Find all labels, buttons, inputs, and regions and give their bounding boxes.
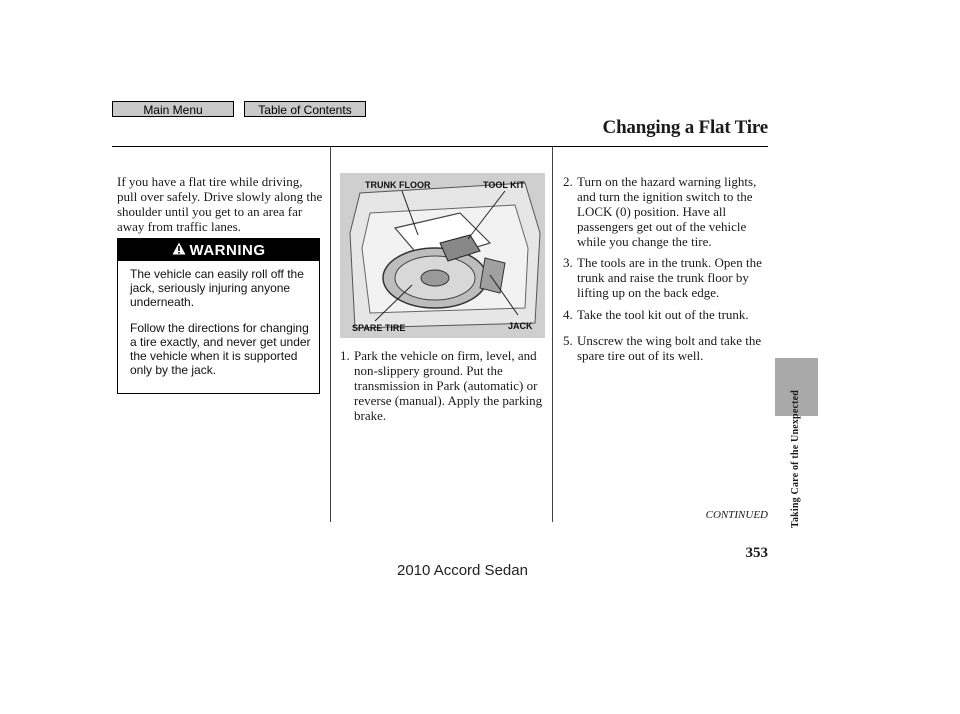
intro-paragraph: If you have a flat tire while driving, pull over safely. Drive slowly along the shoulder until you get to an area far away from traffic lanes. xyxy=(117,174,323,234)
step-2 xyxy=(563,174,773,249)
section-side-label: Taking Care of the Unexpected xyxy=(790,389,801,528)
step-5 xyxy=(563,333,773,363)
jack-label: JACK xyxy=(508,321,533,331)
warning-paragraph: Follow the directions for changing a tire exactly, and never get under the vehicle when it is supported only by the jack. xyxy=(130,321,311,377)
warning-header xyxy=(118,239,319,261)
step-text: The tools are in the trunk. Open the trunk and raise the trunk floor by lifting up on the back edge. xyxy=(577,255,762,300)
warning-paragraph: The vehicle can easily roll off the jack, seriously injuring anyone underneath. xyxy=(130,267,304,309)
step-text: Park the vehicle on firm, level, and non-slippery ground. Put the transmission in Park (automatic) or reverse (manual). Apply the parking brake. xyxy=(354,348,543,423)
trunk-diagram xyxy=(340,173,545,338)
trunk-illustration xyxy=(340,173,545,338)
warning-heading: WARNING xyxy=(189,241,266,259)
column-divider-2 xyxy=(552,147,553,522)
trunk-floor-label: TRUNK FLOOR xyxy=(365,180,431,190)
header-rule xyxy=(112,146,768,147)
step-text: Take the tool kit out of the trunk. xyxy=(577,307,749,322)
continued-label: CONTINUED xyxy=(705,509,768,521)
footer-model-label: 2010 Accord Sedan xyxy=(397,562,528,579)
spare-tire-label: SPARE TIRE xyxy=(352,323,406,333)
warning-body xyxy=(130,267,315,389)
step-number: 5. xyxy=(563,333,573,348)
step-number: 2. xyxy=(563,174,573,189)
warning-box xyxy=(117,238,320,394)
table-of-contents-button[interactable]: Table of Contents xyxy=(244,101,366,117)
step-4 xyxy=(563,307,773,322)
step-number: 4. xyxy=(563,307,573,322)
page-number: 353 xyxy=(745,545,768,561)
step-number: 1. xyxy=(340,348,350,363)
step-1 xyxy=(340,348,550,423)
warning-triangle-icon xyxy=(172,242,186,259)
page-title: Changing a Flat Tire xyxy=(602,117,768,138)
main-menu-button[interactable]: Main Menu xyxy=(112,101,234,117)
step-text: Turn on the hazard warning lights, and turn the ignition switch to the LOCK (0) position. Have all passengers get out of the vehicle while you change the tire. xyxy=(577,174,757,249)
step-3 xyxy=(563,255,773,300)
step-text: Unscrew the wing bolt and take the spare tire out of its well. xyxy=(577,333,762,363)
step-number: 3. xyxy=(563,255,573,270)
tool-kit-label: TOOL KIT xyxy=(483,180,525,190)
column-divider-1 xyxy=(330,147,331,522)
